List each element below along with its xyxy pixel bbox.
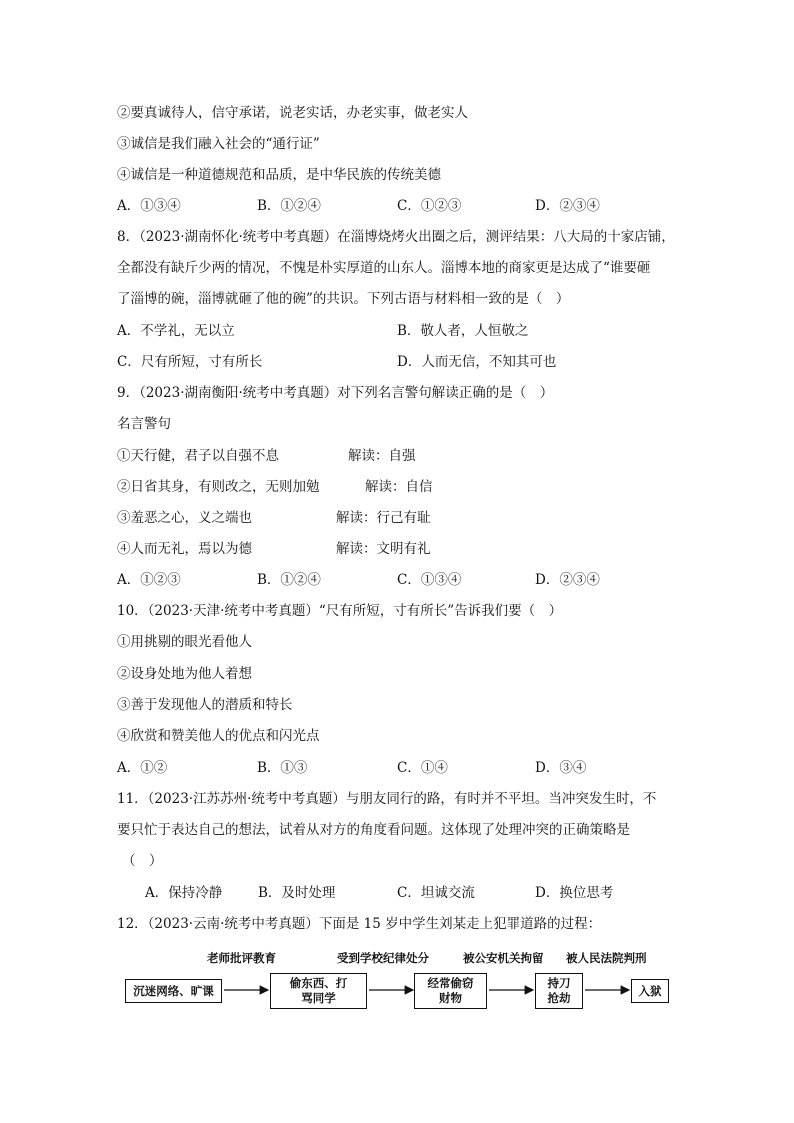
q9-interp-1: 解读：自强 <box>348 448 416 464</box>
q7-item-4: ④诚信是一种道德规范和品质，是中华民族的传统美德 <box>117 167 441 183</box>
q8-option-b: B．敬人者，人恒敬之 <box>397 323 529 339</box>
flow-box-armed-robbery: 持刀 抢劫 <box>535 973 583 1009</box>
q7-option-a: A．①③④ <box>117 198 181 214</box>
q9-quote-4: ④人而无礼，焉以为德 <box>117 541 252 557</box>
q7-option-d: D．②③④ <box>535 198 600 214</box>
q10-option-a: A．①② <box>117 760 168 776</box>
q7-item-2: ②要真诚待人，信守承诺，说老实话，办老实事，做老实人 <box>117 105 468 121</box>
q9-header: 名言警句 <box>117 416 171 432</box>
q11-option-c: C．坦诚交流 <box>397 885 475 901</box>
q11-option-b: B．及时处理 <box>258 885 336 901</box>
flow-label-court-sentence: 被人民法院判刑 <box>566 951 647 965</box>
q8-option-c: C．尺有所短，寸有所长 <box>117 354 263 370</box>
flow-label-police-detention: 被公安机关拘留 <box>463 951 544 965</box>
flow-label-school-discipline: 受到学校纪律处分 <box>337 951 429 965</box>
q11-option-a: A．保持冷静 <box>145 885 223 901</box>
q8-stem-line-3: 了淄博的碗，淄博就砸了他的碗”的共识。下列古语与材料相一致的是（ ） <box>117 291 570 307</box>
flow-box-frequent-theft: 经常偷窃 财物 <box>414 973 487 1009</box>
q7-item-3: ③诚信是我们融入社会的“通行证” <box>117 136 320 152</box>
flow-box-prison: 入狱 <box>631 979 669 1003</box>
q9-interp-3: 解读：行己有耻 <box>336 510 431 526</box>
q9-interp-4: 解读：文明有礼 <box>336 541 431 557</box>
q8-option-d: D．人而无信，不知其可也 <box>397 354 557 370</box>
q11-stem-line-2: 要只忙于表达自己的想法，试着从对方的角度看问题。这体现了处理冲突的正确策略是 <box>117 822 630 838</box>
q9-option-d: D．②③④ <box>535 572 600 588</box>
q10-stem: 10．（2023·天津·统考中考真题）“尺有所短，寸有所长”告诉我们要（ ） <box>117 603 563 619</box>
q9-quote-1: ①天行健，君子以自强不息 <box>117 448 279 464</box>
q9-option-a: A．①②③ <box>117 572 181 588</box>
q10-option-b: B．①③ <box>257 760 308 776</box>
q12-stem: 12．（2023·云南·统考中考真题）下面是 15 岁中学生刘某走上犯罪道路的过程： <box>117 916 602 932</box>
flow-box-stealing-fighting: 偷东西、打 骂同学 <box>270 973 367 1009</box>
q9-quote-2: ②日省其身，有则改之，无则加勉 <box>117 479 320 495</box>
q10-item-1: ①用挑剔的眼光看他人 <box>117 634 252 650</box>
q10-item-3: ③善于发现他人的潜质和特长 <box>117 697 293 713</box>
q10-option-d: D．③④ <box>535 760 587 776</box>
q10-option-c: C．①④ <box>397 760 448 776</box>
q10-item-4: ④欣赏和赞美他人的优点和闪光点 <box>117 728 320 744</box>
q7-option-c: C．①②③ <box>397 198 462 214</box>
q11-stem-line-3: （ ） <box>122 853 163 869</box>
q11-stem-line-1: 11．（2023·江苏苏州·统考中考真题）与朋友同行的路，有时并不平坦。当冲突发生时，不 <box>117 791 657 807</box>
q8-option-a: A．不学礼，无以立 <box>117 323 235 339</box>
q7-option-b: B．①②④ <box>257 198 321 214</box>
flow-box-internet-truancy: 沉迷网络、旷课 <box>125 979 222 1003</box>
q9-option-b: B．①②④ <box>257 572 321 588</box>
flow-label-teacher-criticism: 老师批评教育 <box>207 951 276 965</box>
q10-item-2: ②设身处地为他人着想 <box>117 666 252 682</box>
q8-stem-line-1: 8．（2023·湖南怀化·统考中考真题）在淄博烧烤火出圈之后，测评结果：八大局的十家店铺， <box>117 229 675 245</box>
q8-stem-line-2: 全都没有缺斤少两的情况，不愧是朴实厚道的山东人。淄博本地的商家更是达成了“谁要砸 <box>117 260 651 276</box>
q9-interp-2: 解读：自信 <box>365 479 433 495</box>
q9-option-c: C．①③④ <box>397 572 462 588</box>
q9-stem: 9．（2023·湖南衡阳·统考中考真题）对下列名言警句解读正确的是（ ） <box>117 385 554 401</box>
q11-option-d: D．换位思考 <box>535 885 614 901</box>
q9-quote-3: ③羞恶之心，义之端也 <box>117 510 252 526</box>
